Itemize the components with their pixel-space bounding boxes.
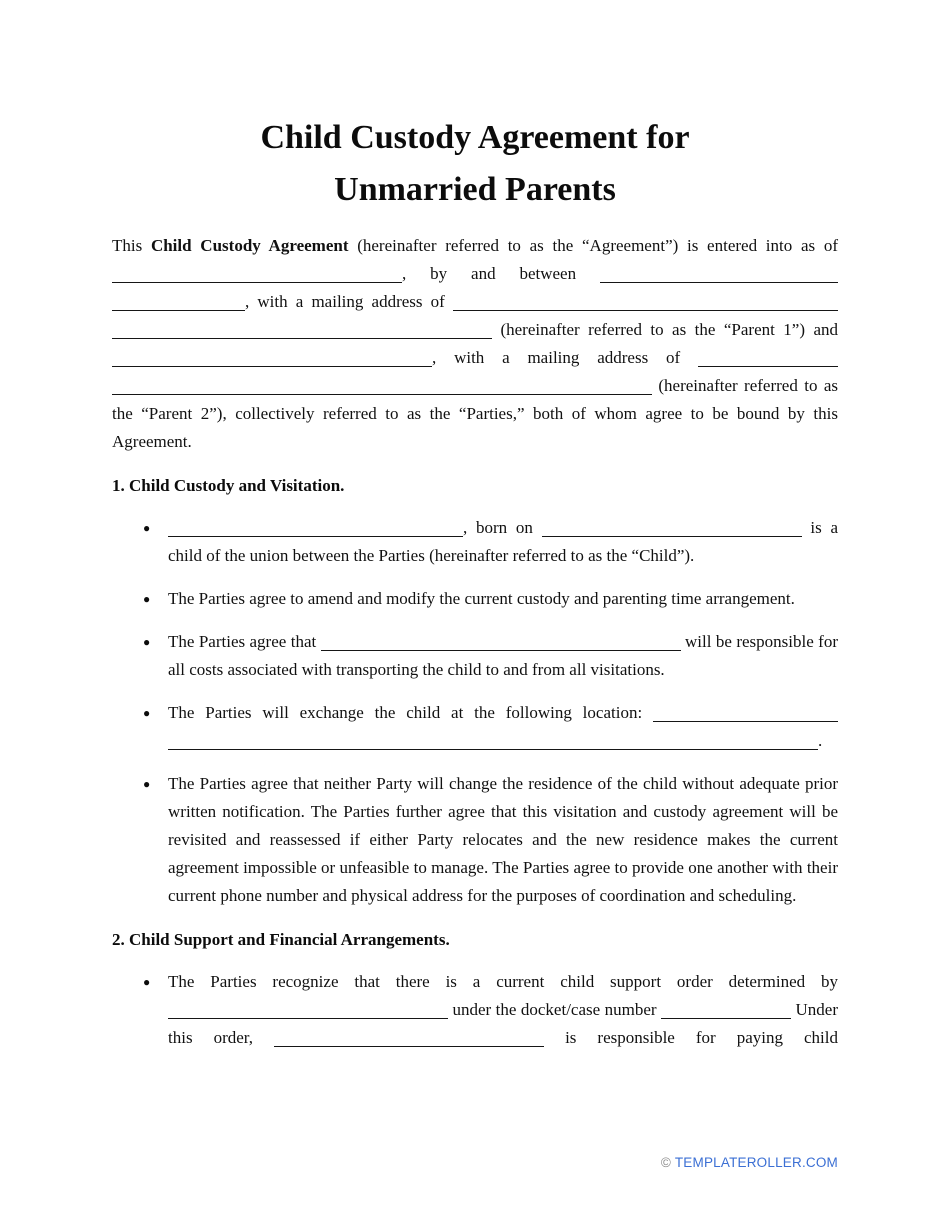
text-run: under the docket/case number [448,1000,662,1019]
list-item [112,628,838,684]
blank-field [112,376,652,395]
text-run: (hereinafter referred to as the “Parent 2”), collectively referred to as the “Parties,” both of whom agree to be bound by this Agreement. [112,376,838,451]
text-run: This [112,236,151,255]
document-title [112,112,838,216]
blank-field [698,348,838,367]
bullet-marker: ● [143,975,151,989]
text-run: Under this order, [168,1000,838,1047]
blank-field [112,292,245,311]
text-run: is responsible for paying child [544,1028,838,1047]
document-title-line-2: Unmarried Parents [334,171,616,208]
list-item [112,514,838,570]
text-run: . [818,731,823,750]
text-run: The Parties will exchange the child at the following location: [168,703,653,722]
text-run: (hereinafter referred to as the “Agreement”) is entered into as of [348,236,838,255]
bullet-text [168,632,838,679]
intro-paragraph [112,232,838,456]
bullet-marker: ● [143,592,151,606]
section-2-heading: 2. Child Support and Financial Arrangements. [112,930,450,949]
text-run: , with a mailing address of [245,292,453,311]
blank-field [112,320,492,339]
footer [661,1153,838,1173]
section-1-list [112,514,838,910]
blank-field [453,292,838,311]
bullet-text [168,774,838,905]
blank-field [600,264,838,283]
text-run: , with a mailing address of [432,348,698,367]
bullet-marker: ● [143,706,151,720]
bullet-text [168,589,795,608]
list-item [112,585,838,613]
list-item [112,770,838,910]
bullet-marker: ● [143,521,151,535]
section-2-list [112,968,838,1052]
text-run: is a child of the union between the Parties (hereinafter referred to as the “Child”). [168,518,838,565]
text-run: The Parties recognize that there is a current child support order determined by [168,972,838,991]
bullet-text [168,972,838,1047]
bullet-marker: ● [143,635,151,649]
document-title-line-1: Child Custody Agreement for [260,119,690,156]
list-item [112,968,838,1052]
bullet-text [168,703,838,750]
blank-field [661,1000,791,1019]
blank-field [112,264,402,283]
text-run: The Parties agree that [168,632,321,651]
blank-field [168,1000,448,1019]
blank-field [274,1028,544,1047]
blank-field [168,518,463,537]
text-run: , born on [463,518,542,537]
section-1-heading: 1. Child Custody and Visitation. [112,476,345,495]
copyright-icon: © [660,1155,671,1170]
blank-field [653,703,838,722]
list-item [112,699,838,755]
text-run: (hereinafter referred to as the “Parent 1”) and [492,320,838,339]
templateroller-link[interactable]: TEMPLATEROLLER.COM [674,1155,838,1170]
text-run: The Parties agree that neither Party will change the residence of the child without adequate prior written notification. The Parties further agree that this visitation and custody agreement will be revisited and reassessed if either Party relocates and the new residence makes the current agreement impossible or unfeasible to manage. The Parties agree to provide one another with their current phone number and physical address for the purposes of coordination and scheduling. [168,774,838,905]
bullet-marker: ● [143,777,151,791]
blank-field [321,632,681,651]
text-run: Child Custody Agreement [150,236,349,255]
text-run: , by and between [402,264,600,283]
bullet-text [168,518,838,565]
document-content [112,112,838,1052]
text-run: The Parties agree to amend and modify the current custody and parenting time arrangement. [168,589,795,608]
blank-field [168,731,818,750]
blank-field [542,518,802,537]
text-run: will be responsible for all costs associated with transporting the child to and from all visitations. [168,632,838,679]
blank-field [112,348,432,367]
